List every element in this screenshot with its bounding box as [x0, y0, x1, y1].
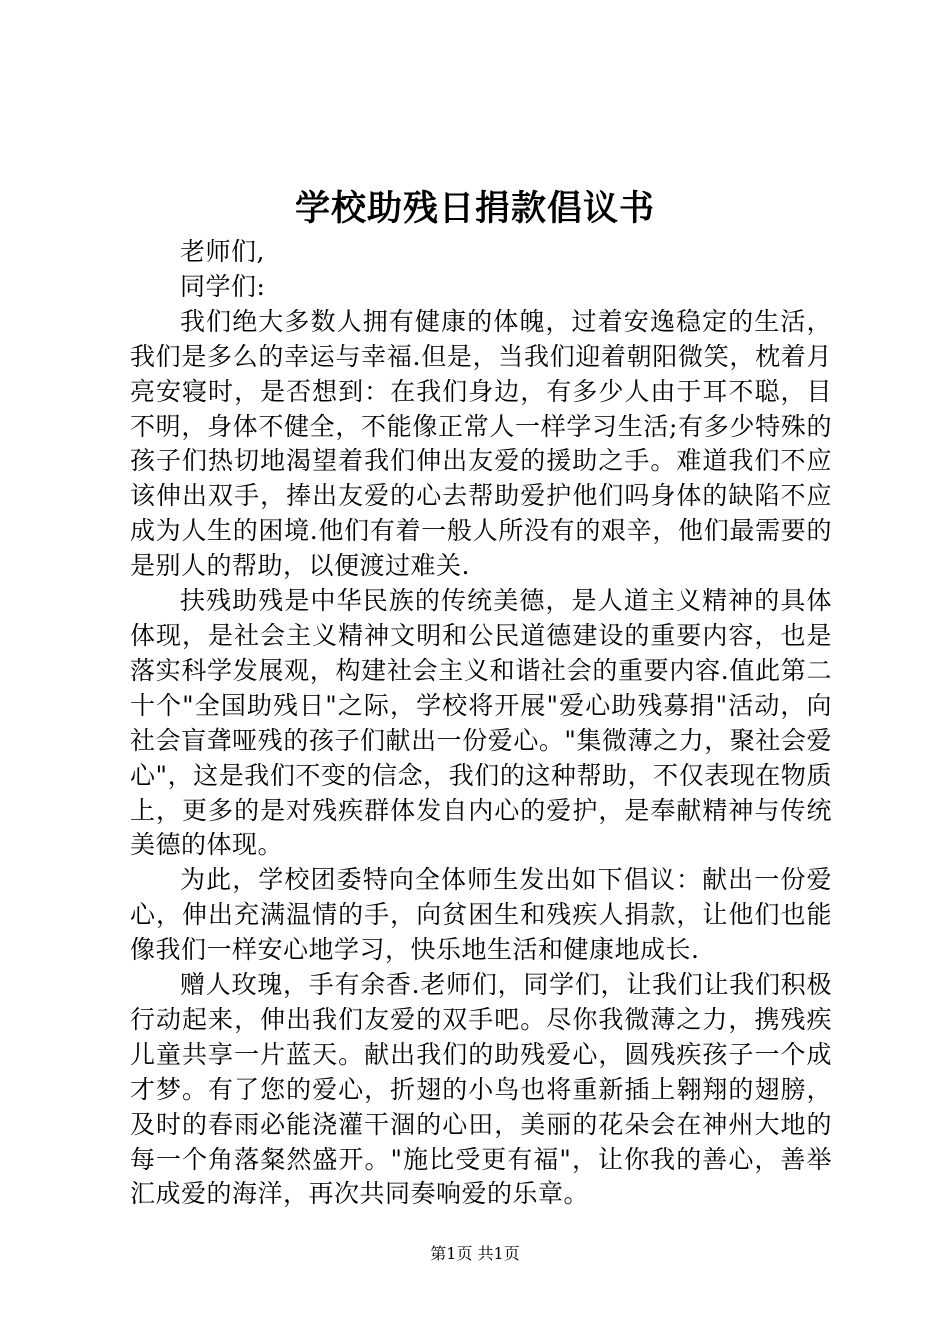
page-footer: 第1页 共1页 — [430, 1244, 520, 1263]
paragraph-1: 我们绝大多数人拥有健康的体魄，过着安逸稳定的生活，我们是多么的幸运与幸福.但是，当我们迎着朝阳微笑，枕着月亮安寝时，是否想到：在我们身边，有多少人由于耳不聪，目不明，身体不健全，不能像正常人一样学习生活;有多少特殊的孩子们热切地渴望着我们伸出友爱的援助之手。难道我们不应该伸出双手，捧出友爱的心去帮助爱护他们吗身体的缺陷不应成为人生的困境.他们有着一般人所没有的艰辛，他们最需要的是别人的帮助，以便渡过难关. — [130, 306, 832, 581]
paragraph-3: 为此，学校团委特向全体师生发出如下倡议：献出一份爱心，伸出充满温情的手，向贫困生和残疾人捐款，让他们也能像我们一样安心地学习，快乐地生活和健康地成长. — [130, 865, 832, 965]
salutation-teachers: 老师们, — [180, 237, 265, 266]
document-body — [130, 235, 832, 1212]
document-title: 学校助残日捐款倡议书 — [294, 188, 655, 229]
paragraph-2: 扶残助残是中华民族的传统美德，是人道主义精神的具体体现，是社会主义精神文明和公民道德建设的重要内容，也是落实科学发展观，构建社会主义和谐社会的重要内容.值此第二十个"全国助残日"之际，学校将开展"爱心助残募捐"活动，向社会盲聋哑残的孩子们献出一份爱心。"集微薄之力，聚社会爱心"，这是我们不变的信念，我们的这种帮助，不仅表现在物质上，更多的是对残疾群体发自内心的爱护，是奉献精神与传统美德的体现。 — [130, 586, 832, 860]
paragraph-4: 赠人玫瑰，手有余香.老师们，同学们，让我们让我们积极行动起来，伸出我们友爱的双手吧。尽你我微薄之力，携残疾儿童共享一片蓝天。献出我们的助残爱心，圆残疾孩子一个成才梦。有了您的爱心，折翅的小鸟也将重新插上翱翔的翅膀，及时的春雨必能浇灌干涸的心田，美丽的花朵会在神州大地的每一个角落粲然盛开。"施比受更有福"，让你我的善心，善举汇成爱的海洋，再次共同奏响爱的乐章。 — [130, 970, 832, 1209]
salutation-students: 同学们: — [180, 271, 266, 301]
